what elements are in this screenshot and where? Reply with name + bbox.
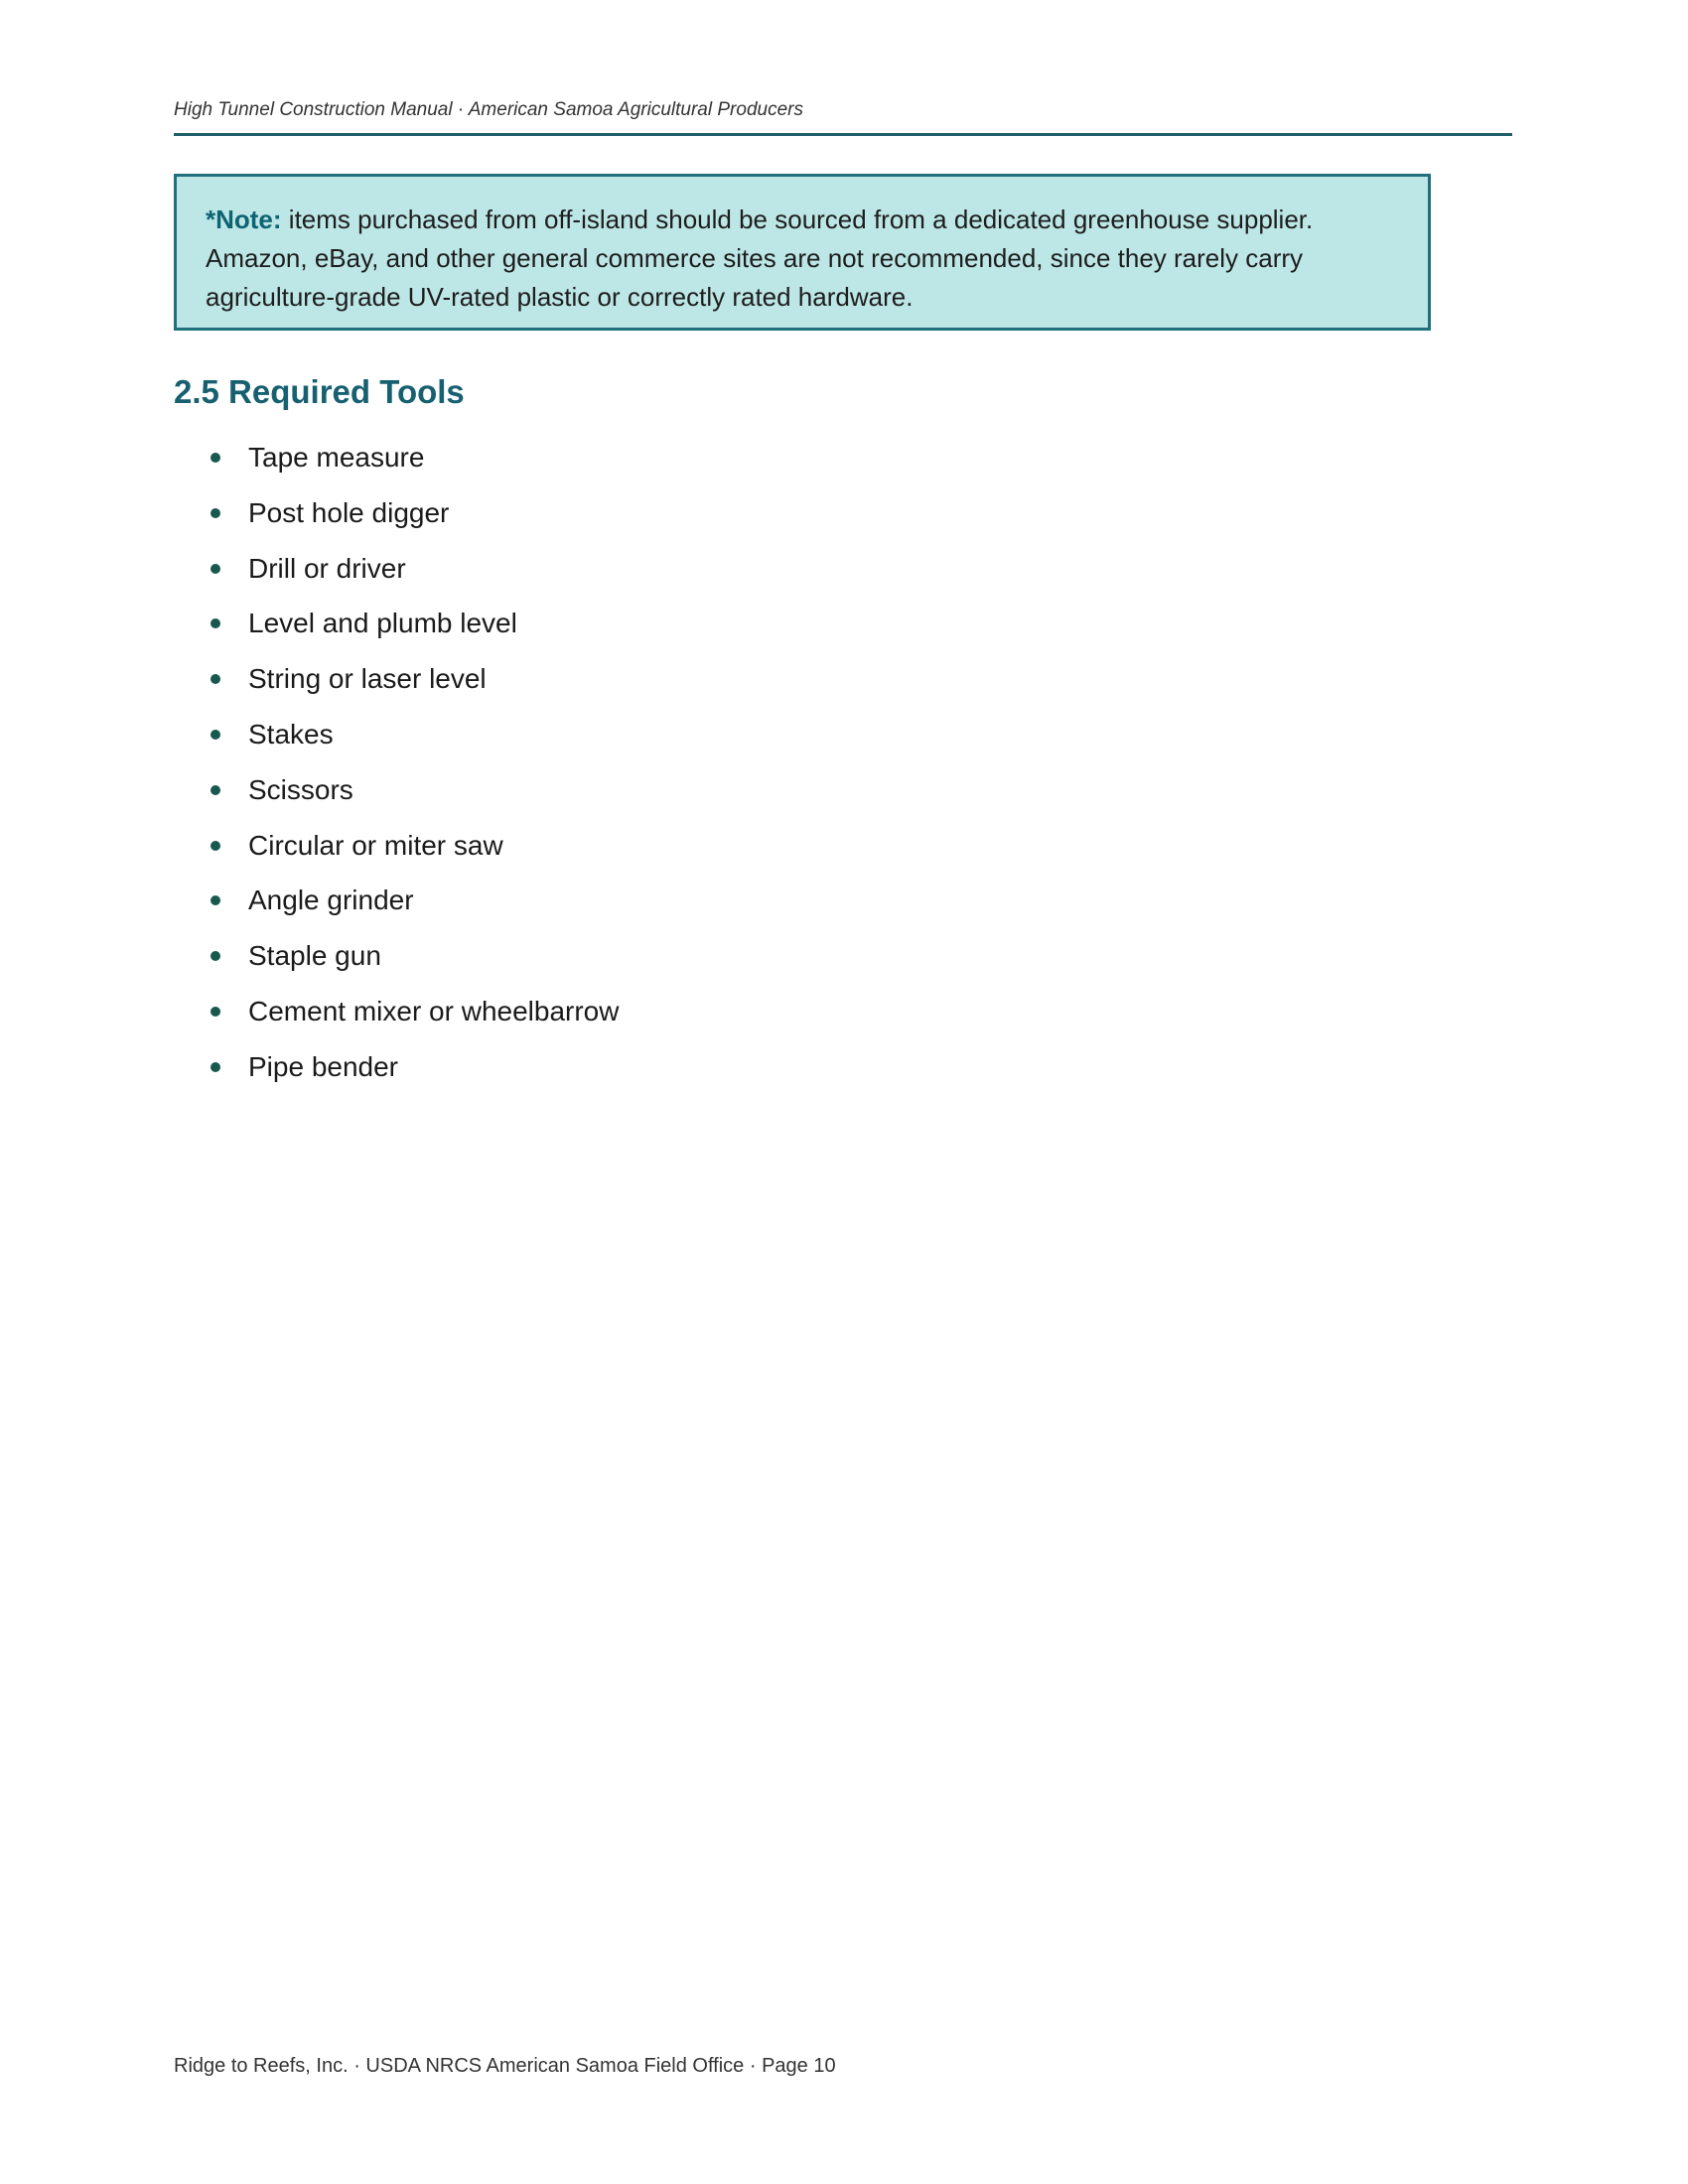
- bullet-icon: [211, 1007, 220, 1017]
- tool-label: Tape measure: [248, 442, 425, 473]
- tool-label: Drill or driver: [248, 552, 406, 584]
- list-item: [211, 989, 619, 1044]
- list-item: [211, 546, 619, 602]
- bullet-icon: [211, 453, 220, 463]
- page-footer: Ridge to Reefs, Inc. · USDA NRCS American Samoa Field Office · Page 10: [174, 2055, 836, 2077]
- list-item: [211, 712, 619, 767]
- tool-label: Cement mixer or wheelbarrow: [248, 995, 620, 1026]
- tool-label: Staple gun: [248, 940, 381, 972]
- note-callout: [174, 174, 1431, 331]
- bullet-icon: [211, 951, 220, 961]
- list-item: [211, 656, 619, 712]
- running-header: High Tunnel Construction Manual · American Samoa Agricultural Producers: [174, 99, 803, 120]
- tool-label: Angle grinder: [248, 885, 414, 916]
- note-text: items purchased from off-island should be sourced from a dedicated greenhouse supplier. Amazon, eBay, and other general commerce sites are not recommended, since they rarely carry agriculture-grade UV-rated plastic or correctly rated hardware.: [206, 205, 1314, 312]
- tool-label: Pipe bender: [248, 1050, 399, 1082]
- note-label: *Note:: [206, 205, 282, 234]
- list-item: [211, 823, 619, 879]
- list-item: [211, 933, 619, 989]
- tool-label: Level and plumb level: [248, 608, 517, 639]
- tool-label: Circular or miter saw: [248, 829, 503, 861]
- list-item: [211, 601, 619, 656]
- list-item: [211, 767, 619, 823]
- bullet-icon: [211, 895, 220, 905]
- bullet-icon: [211, 730, 220, 740]
- list-item: [211, 490, 619, 546]
- bullet-icon: [211, 1062, 220, 1072]
- bullet-icon: [211, 508, 220, 518]
- bullet-icon: [211, 674, 220, 684]
- tool-label: Stakes: [248, 718, 334, 750]
- list-item: [211, 435, 619, 490]
- tool-label: Post hole digger: [248, 496, 450, 528]
- list-item: [211, 878, 619, 933]
- bullet-icon: [211, 785, 220, 795]
- header-rule: [174, 133, 1512, 136]
- bullet-icon: [211, 564, 220, 574]
- tool-label: Scissors: [248, 773, 353, 805]
- bullet-icon: [211, 618, 220, 628]
- list-item: [211, 1044, 619, 1100]
- tool-label: String or laser level: [248, 663, 487, 695]
- tool-list: [211, 435, 619, 1100]
- bullet-icon: [211, 841, 220, 851]
- section-heading: 2.5 Required Tools: [174, 373, 465, 410]
